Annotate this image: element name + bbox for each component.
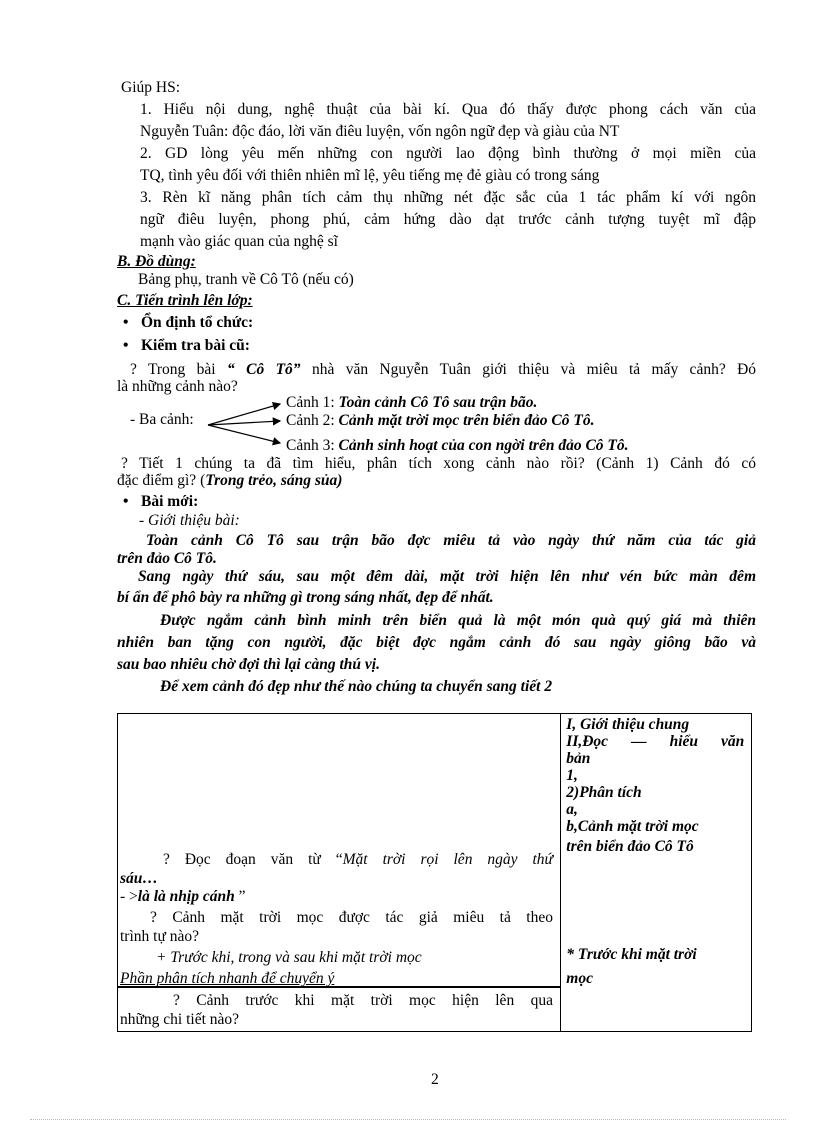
- objective-1-line-1: 1. Hiểu nội dung, nghệ thuật của bài kí. Qua đó thấy được phong cách văn của: [140, 101, 756, 118]
- outline-cell: [561, 714, 752, 1032]
- scene-2: Cảnh 2: Cảnh mặt trời mọc trên biển đảo Cô Tô.: [286, 412, 595, 429]
- objective-2-line-1: 2. GD lòng yêu mến những con người lao động bình thường ở mọi miền của: [140, 145, 756, 162]
- materials-heading: B. Đồ dùng:: [117, 253, 196, 270]
- activity-cell: [118, 714, 561, 988]
- three-scenes-label: - Ba cảnh:: [130, 411, 194, 428]
- outline-before-sunrise-line-1: * Trước khi mặt trời: [566, 946, 697, 963]
- question-2-line-1: ? Tiết 1 chúng ta đã tìm hiểu, phân tích xong cảnh nào rồi? (Cảnh 1) Cảnh đó có: [121, 455, 756, 472]
- outline-reading-line-2: bản: [566, 750, 591, 767]
- materials-text: Bảng phụ, tranh về Cô Tô (nếu có): [138, 271, 354, 288]
- outline-item-1: 1,: [566, 767, 578, 784]
- before-sunrise-question-cell: [118, 987, 561, 1032]
- intro-label: - Giới thiệu bài:: [139, 512, 240, 529]
- outline-sunrise-line-2: trên biển đảo Cô Tô: [566, 838, 694, 855]
- outline-item-a: a,: [566, 801, 578, 818]
- before-sunrise-question-line-2: những chi tiết nào?: [120, 1011, 240, 1028]
- intro-paragraph-2-line-1: Sang ngày thứ sáu, sau một đêm dài, mặt trời hiện lên như vén bức màn đêm: [138, 568, 756, 585]
- intro-paragraph-1-line-1: Toàn cảnh Cô Tô sau trận bão đợc miêu tả vào ngày thứ năm của tác giả: [146, 532, 756, 549]
- objective-3-line-2: ngữ điêu luyện, phong phú, cảm hứng dào dạt trước cảnh tượng tuyệt mĩ đập: [140, 211, 756, 228]
- objective-3-line-1: 3. Rèn kĩ năng phân tích cảm thụ những nét đặc sắc của 1 tác phẩm kí với ngôn: [140, 189, 756, 206]
- bullet-new-lesson: • Bài mới:: [141, 493, 198, 511]
- analysis-note: Phần phân tích nhanh để chuyển ý: [120, 970, 335, 987]
- lesson-table: [117, 713, 752, 1032]
- objective-1-line-2: Nguyễn Tuân: độc đáo, lời văn điêu luyện, vốn ngôn ngữ đẹp và giàu của NT: [140, 123, 620, 140]
- objective-3-line-3: mạnh vào giác quan của nghệ sĩ: [140, 233, 338, 250]
- bullet-stabilize: • Ổn định tổ chức:: [141, 314, 253, 332]
- order-question-line-1: ? Cảnh mặt trời mọc được tác giả miêu tả theo: [150, 909, 553, 926]
- scene-arrows-diagram: [204, 398, 288, 448]
- bullet-review: • Kiểm tra bài cũ:: [141, 337, 250, 355]
- intro-paragraph-2-line-2: bí ẩn để phô bày ra những gì trong sáng nhất, đẹp để nhất.: [117, 589, 494, 606]
- outline-analysis: 2)Phân tích: [566, 784, 642, 801]
- read-question-line-3: - >là là nhịp cánh ”: [120, 888, 246, 905]
- arrow-scene-3: [208, 425, 280, 443]
- order-question-line-2: trình tự nào?: [120, 928, 199, 945]
- page-bottom-divider: [30, 1119, 786, 1120]
- outline-reading-line-1: II,Đọc — hiểu văn: [566, 733, 745, 750]
- intro-paragraph-3-line-2: nhiên ban tặng con người, đặc biệt đợc ngắm cảnh đó sau ngày giông bão và: [117, 634, 756, 651]
- intro-paragraph-4: Để xem cảnh đó đẹp như thế nào chúng ta chuyển sang tiết 2: [160, 678, 553, 695]
- question-1-line-1: ? Trong bài “ Cô Tô” nhà văn Nguyễn Tuân giới thiệu và miêu tả mấy cảnh? Đó: [130, 361, 757, 378]
- outline-intro: I, Giới thiệu chung: [566, 716, 690, 733]
- read-question-line-1: ? Đọc đoạn văn từ “Mặt trời rọi lên ngày thứ: [163, 851, 554, 868]
- procedure-heading: C. Tiến trình lên lớp:: [117, 292, 253, 309]
- read-question-line-2: sáu…: [120, 870, 158, 887]
- question-1-line-2: là những cảnh nào?: [117, 378, 238, 395]
- question-2-line-2: đặc điểm gì? (Trong trẻo, sáng sủa): [117, 472, 343, 489]
- outline-sunrise-line-1: b,Cảnh mặt trời mọc: [566, 818, 699, 835]
- intro-paragraph-3-line-3: sau bao nhiêu chờ đợi thì lại càng thú vị.: [117, 656, 380, 673]
- intro-paragraph-3-line-1: Được ngắm cảnh bình minh trên biển quả là một món quà quý giá mà thiên: [160, 612, 756, 629]
- scene-3: Cảnh 3: Cảnh sinh hoạt của con ngời trên đảo Cô Tô.: [286, 437, 629, 454]
- objective-2-line-2: TQ, tình yêu đối với thiên nhiên mĩ lệ, yêu tiếng mẹ đẻ giàu có trong sáng: [140, 167, 600, 184]
- intro-paragraph-1-line-2: trên đảo Cô Tô.: [117, 550, 217, 567]
- order-answer: + Trước khi, trong và sau khi mặt trời mọc: [156, 949, 422, 966]
- before-sunrise-question-line-1: ? Cảnh trước khi mặt trời mọc hiện lên qua: [173, 992, 553, 1009]
- scene-1: Cảnh 1: Toàn cảnh Cô Tô sau trận bão.: [286, 394, 538, 411]
- outline-before-sunrise-line-2: mọc: [566, 970, 593, 987]
- objectives-heading: Giúp HS:: [121, 79, 180, 96]
- page-number: 2: [431, 1071, 439, 1088]
